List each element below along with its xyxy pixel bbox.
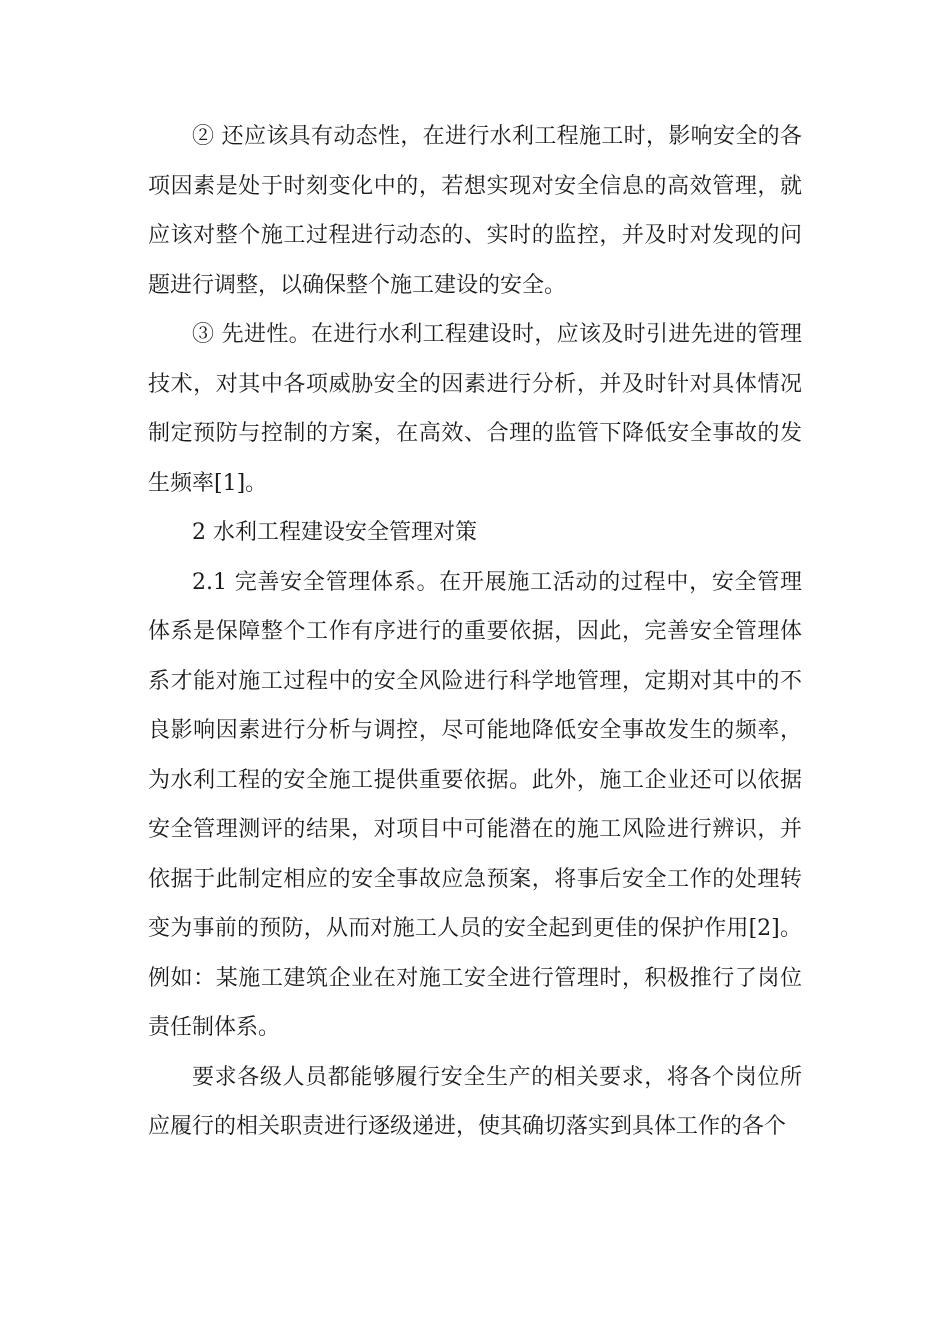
paragraph-requirements: 要求各级人员都能够履行安全生产的相关要求，将各个岗位所应履行的相关职责进行逐级递进，使其确切落实到具体工作的各个 bbox=[148, 1064, 802, 1139]
paragraph-advanced: ③ 先进性。在进行水利工程建设时，应该及时引进先进的管理技术，对其中各项威胁安全的因素进行分析，并及时针对具体情况制定预防与控制的方案，在高效、合理的监管下降低安全事故的发生频率[1]。 bbox=[148, 322, 802, 496]
paragraph-safety-system: 2.1 完善安全管理体系。在开展施工活动的过程中，安全管理体系是保障整个工作有序进行的重要依据，因此，完善安全管理体系才能对施工过程中的安全风险进行科学地管理，定期对其中的不良影响因素进行分析与调控，尽可能地降低安全事故发生的频率，为水利工程的安全施工提供重要依据。此外，施工企业还可以依据安全管理测评的结果，对项目中可能潜在的施工风险进行辨识，并依据于此制定相应的安全事故应急预案，将事后安全工作的处理转变为事前的预防，从而对施工人员的安全起到更佳的保护作用[2]。例如：某施工建筑企业在对施工安全进行管理时，积极推行了岗位责任制体系。 bbox=[148, 569, 802, 1040]
section-heading: 2 水利工程建设安全管理对策 bbox=[192, 520, 477, 545]
document-page bbox=[148, 112, 802, 1152]
paragraph-dynamic: ② 还应该具有动态性，在进行水利工程施工时，影响安全的各项因素是处于时刻变化中的，若想实现对安全信息的高效管理，就应该对整个施工过程进行动态的、实时的监控，并及时对发现的问题进行调整，以确保整个施工建设的安全。 bbox=[148, 124, 802, 298]
